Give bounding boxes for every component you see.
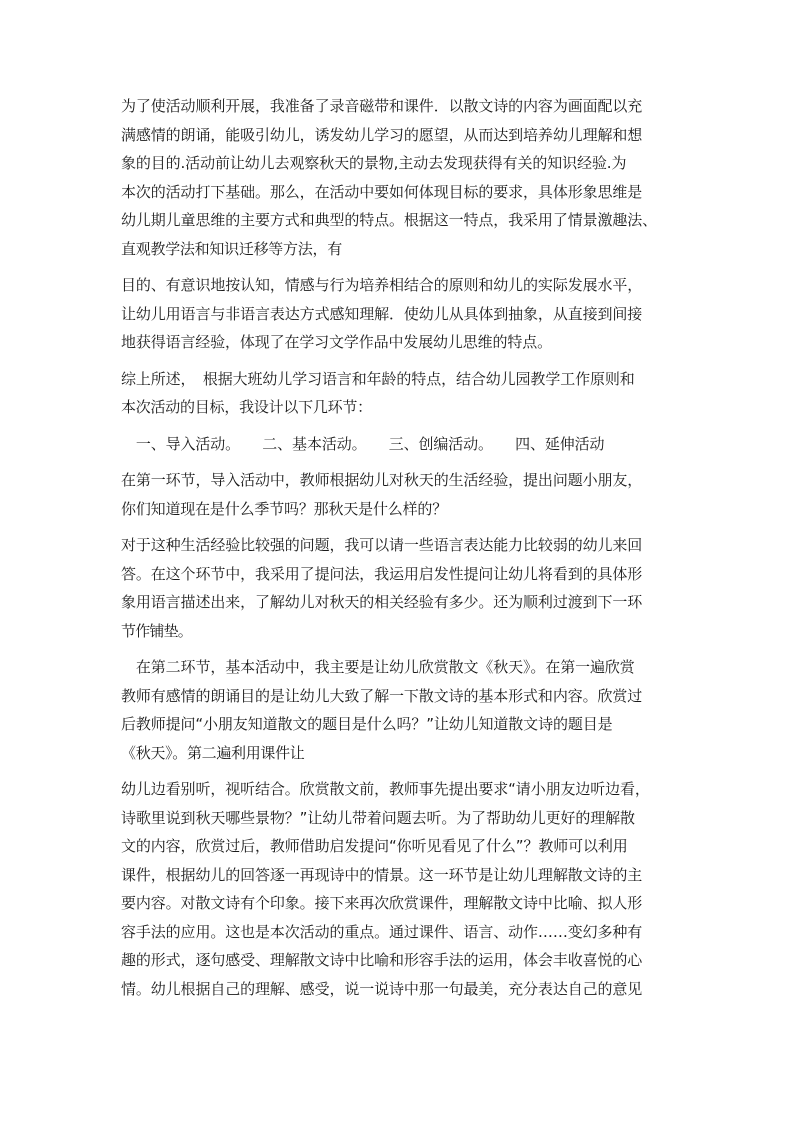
text-line: 本次的活动打下基础。那么，在活动中要如何体现目标的要求，具体形象思维是 bbox=[121, 182, 643, 201]
text-line: 答。在这个环节中，我采用了提问法，我运用启发性提问让幼儿将看到的具体形 bbox=[121, 564, 643, 583]
text-line: 地获得语言经验，体现了在学习文学作品中发展幼儿思维的特点。 bbox=[121, 333, 552, 351]
paragraph bbox=[121, 653, 681, 767]
text-line: 在第一环节，导入活动中，教师根据幼儿对秋天的生活经验，提出问题小朋友， bbox=[121, 471, 643, 489]
text-line: 目的、有意识地按认知，情感与行为培养相结合的原则和幼儿的实际发展水平， bbox=[121, 276, 643, 294]
text-line: 为了使活动顺利开展，我准备了录音磁带和课件．以散文诗的内容为画面配以充 bbox=[121, 97, 643, 115]
paragraph bbox=[121, 531, 681, 645]
text-line: 趣的形式，逐句感受、理解散文诗中比喻和形容手法的运用，体会丰收喜悦的心 bbox=[121, 951, 643, 969]
text-line: 容手法的应用。这也是本次活动的重点。通过课件、语言、动作……变幻多种有 bbox=[121, 922, 643, 941]
text-line: 综上所述， 根据大班幼儿学习语言和年龄的特点，结合幼儿园教学工作原则和 bbox=[121, 369, 635, 388]
text-line: 满感情的朗诵，能吸引幼儿，诱发幼儿学习的愿望，从而达到培养幼儿理解和想 bbox=[121, 125, 643, 144]
text-line: 文的内容，欣赏过后，教师借助启发提问“你听见看见了什么”？教师可以利用 bbox=[121, 837, 628, 855]
text-line: 象的目的.活动前让幼儿去观察秋天的景物,主动去发现获得有关的知识经验.为 bbox=[121, 154, 627, 172]
text-line: 直观教学法和知识迁移等方法，有 bbox=[121, 239, 342, 258]
text-line: 情。幼儿根据自己的理解、感受，说一说诗中那一句最美，充分表达自己的意见 bbox=[121, 979, 643, 998]
text-line: 本次活动的目标，我设计以下几环节： bbox=[121, 398, 372, 416]
text-line: 象用语言描述出来，了解幼儿对秋天的相关经验有多少。还为顺利过渡到下一环 bbox=[121, 593, 643, 611]
paragraph bbox=[121, 92, 681, 263]
text-line: 对于这种生活经验比较强的问题，我可以请一些语言表达能力比较弱的幼儿来回 bbox=[121, 536, 643, 554]
text-line: 幼儿期儿童思维的主要方式和典型的特点。根据这一特点，我采用了情景激趣法、 bbox=[121, 211, 658, 229]
text-line: 节作铺垫。 bbox=[121, 621, 193, 640]
text-line: 你们知道现在是什么季节吗？那秋天是什么样的？ bbox=[121, 499, 448, 518]
paragraph bbox=[121, 430, 681, 459]
text-line: 教师有感情的朗诵目的是让幼儿大致了解一下散文诗的基本形式和内容。欣赏过 bbox=[121, 686, 643, 705]
paragraph bbox=[121, 271, 681, 357]
paragraph bbox=[121, 466, 681, 523]
paragraph bbox=[121, 365, 681, 422]
text-line: 课件，根据幼儿的回答逐一再现诗中的情景。这一环节是让幼儿理解散文诗的主 bbox=[121, 865, 643, 884]
text-line: 《秋天》。第二遍利用课件让 bbox=[121, 743, 305, 762]
text-line: 在第二环节，基本活动中，我主要是让幼儿欣赏散文《秋天》。在第一遍欣赏 bbox=[121, 658, 635, 676]
paragraph bbox=[121, 775, 681, 1003]
text-line: 一、导入活动。 二、基本活动。 三、创编活动。 四、延伸活动 bbox=[121, 434, 605, 453]
text-line: 诗歌里说到秋天哪些景物？”让幼儿带着问题去听。为了帮助幼儿更好的理解散 bbox=[121, 808, 635, 827]
text-line: 让幼儿用语言与非语言表达方式感知理解．使幼儿从具体到抽象，从直接到间接 bbox=[121, 304, 643, 323]
text-line: 后教师提问“小朋友知道散文的题目是什么吗？”让幼儿知道散文诗的题目是 bbox=[121, 715, 613, 733]
document-page bbox=[121, 92, 681, 1011]
text-line: 要内容。对散文诗有个印象。接下来再次欣赏课件，理解散文诗中比喻、拟人形 bbox=[121, 894, 643, 912]
text-line: 幼儿边看别听，视听结合。欣赏散文前，教师事先提出要求“请小朋友边听边看， bbox=[121, 780, 650, 798]
